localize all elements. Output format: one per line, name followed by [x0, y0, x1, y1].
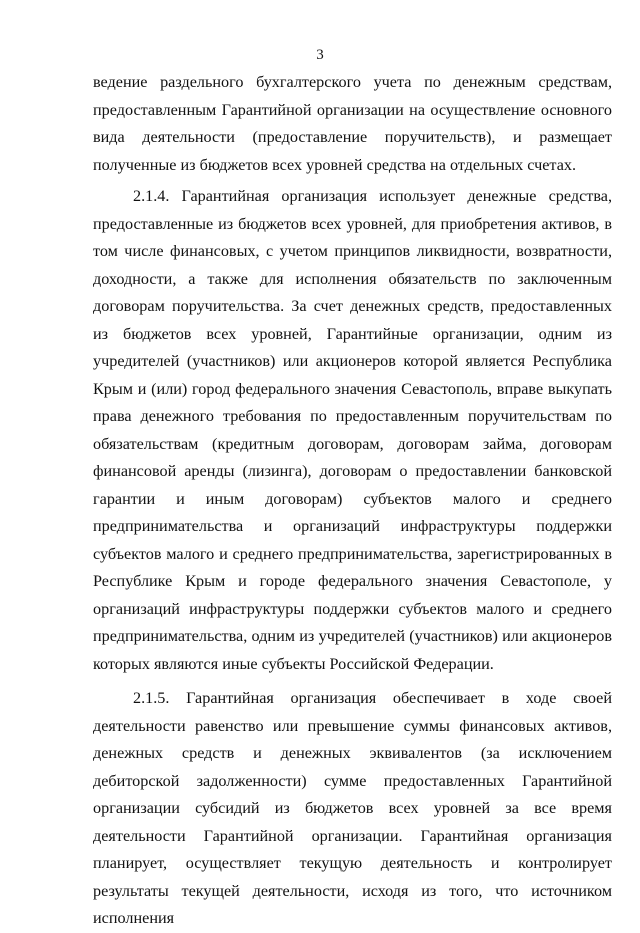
paragraph-continuation: ведение раздельного бухгалтерского учета по денежным средствам, предоставленным Гарантийной организации на осуществление основного вида деятельности (предоставление поручительств), и размещает полученные из бюджетов всех уровней средства на отдельных счетах.	[93, 73, 612, 174]
paragraph-2-1-5: 2.1.5. Гарантийная организация обеспечивает в ходе своей деятельности равенство или превышение суммы финансовых активов, денежных средств и денежных эквивалентов (за исключением дебиторской задолженности) сумме предоставленных Гарантийной организации субсидий из бюджетов всех уровней за все время деятельности Гарантийной организации. Гарантийная организация планирует, осуществляет текущую деятельность и контролирует результаты текущей деятельности, исходя из того, что источником исполнения	[93, 689, 612, 927]
page-number: 3	[316, 47, 324, 63]
paragraph-2-1-4: 2.1.4. Гарантийная организация использует денежные средства, предоставленные из бюджетов всех уровней, для приобретения активов, в том числе финансовых, с учетом принципов ликвидности, возвратности, доходности, а также для исполнения обязательств по заключенным договорам поручительства. За счет денежных средств, предоставленных из бюджетов всех уровней, Гарантийные организации, одним из учредителей (участников) или акционеров которой является Республика Крым и (или) город федерального значения Севастополь, вправе выкупать права денежного требования по предоставленным поручительствам по обязательствам (кредитным договорам, договорам займа, договорам финансовой аренды (лизинга), договорам о предоставлении банковской гарантии и иным договорам) субъектов малого и среднего предпринимательства и организаций инфраструктуры поддержки субъектов малого и среднего предпринимательства, зарегистрированных в Республике Крым и городе федерального значения Севастополе, у организаций инфраструктуры поддержки субъектов малого и среднего предпринимательства, одним из учредителей (участников) или акционеров которых являются иные субъекты Российской Федерации.	[93, 187, 612, 673]
document-body	[93, 69, 612, 933]
